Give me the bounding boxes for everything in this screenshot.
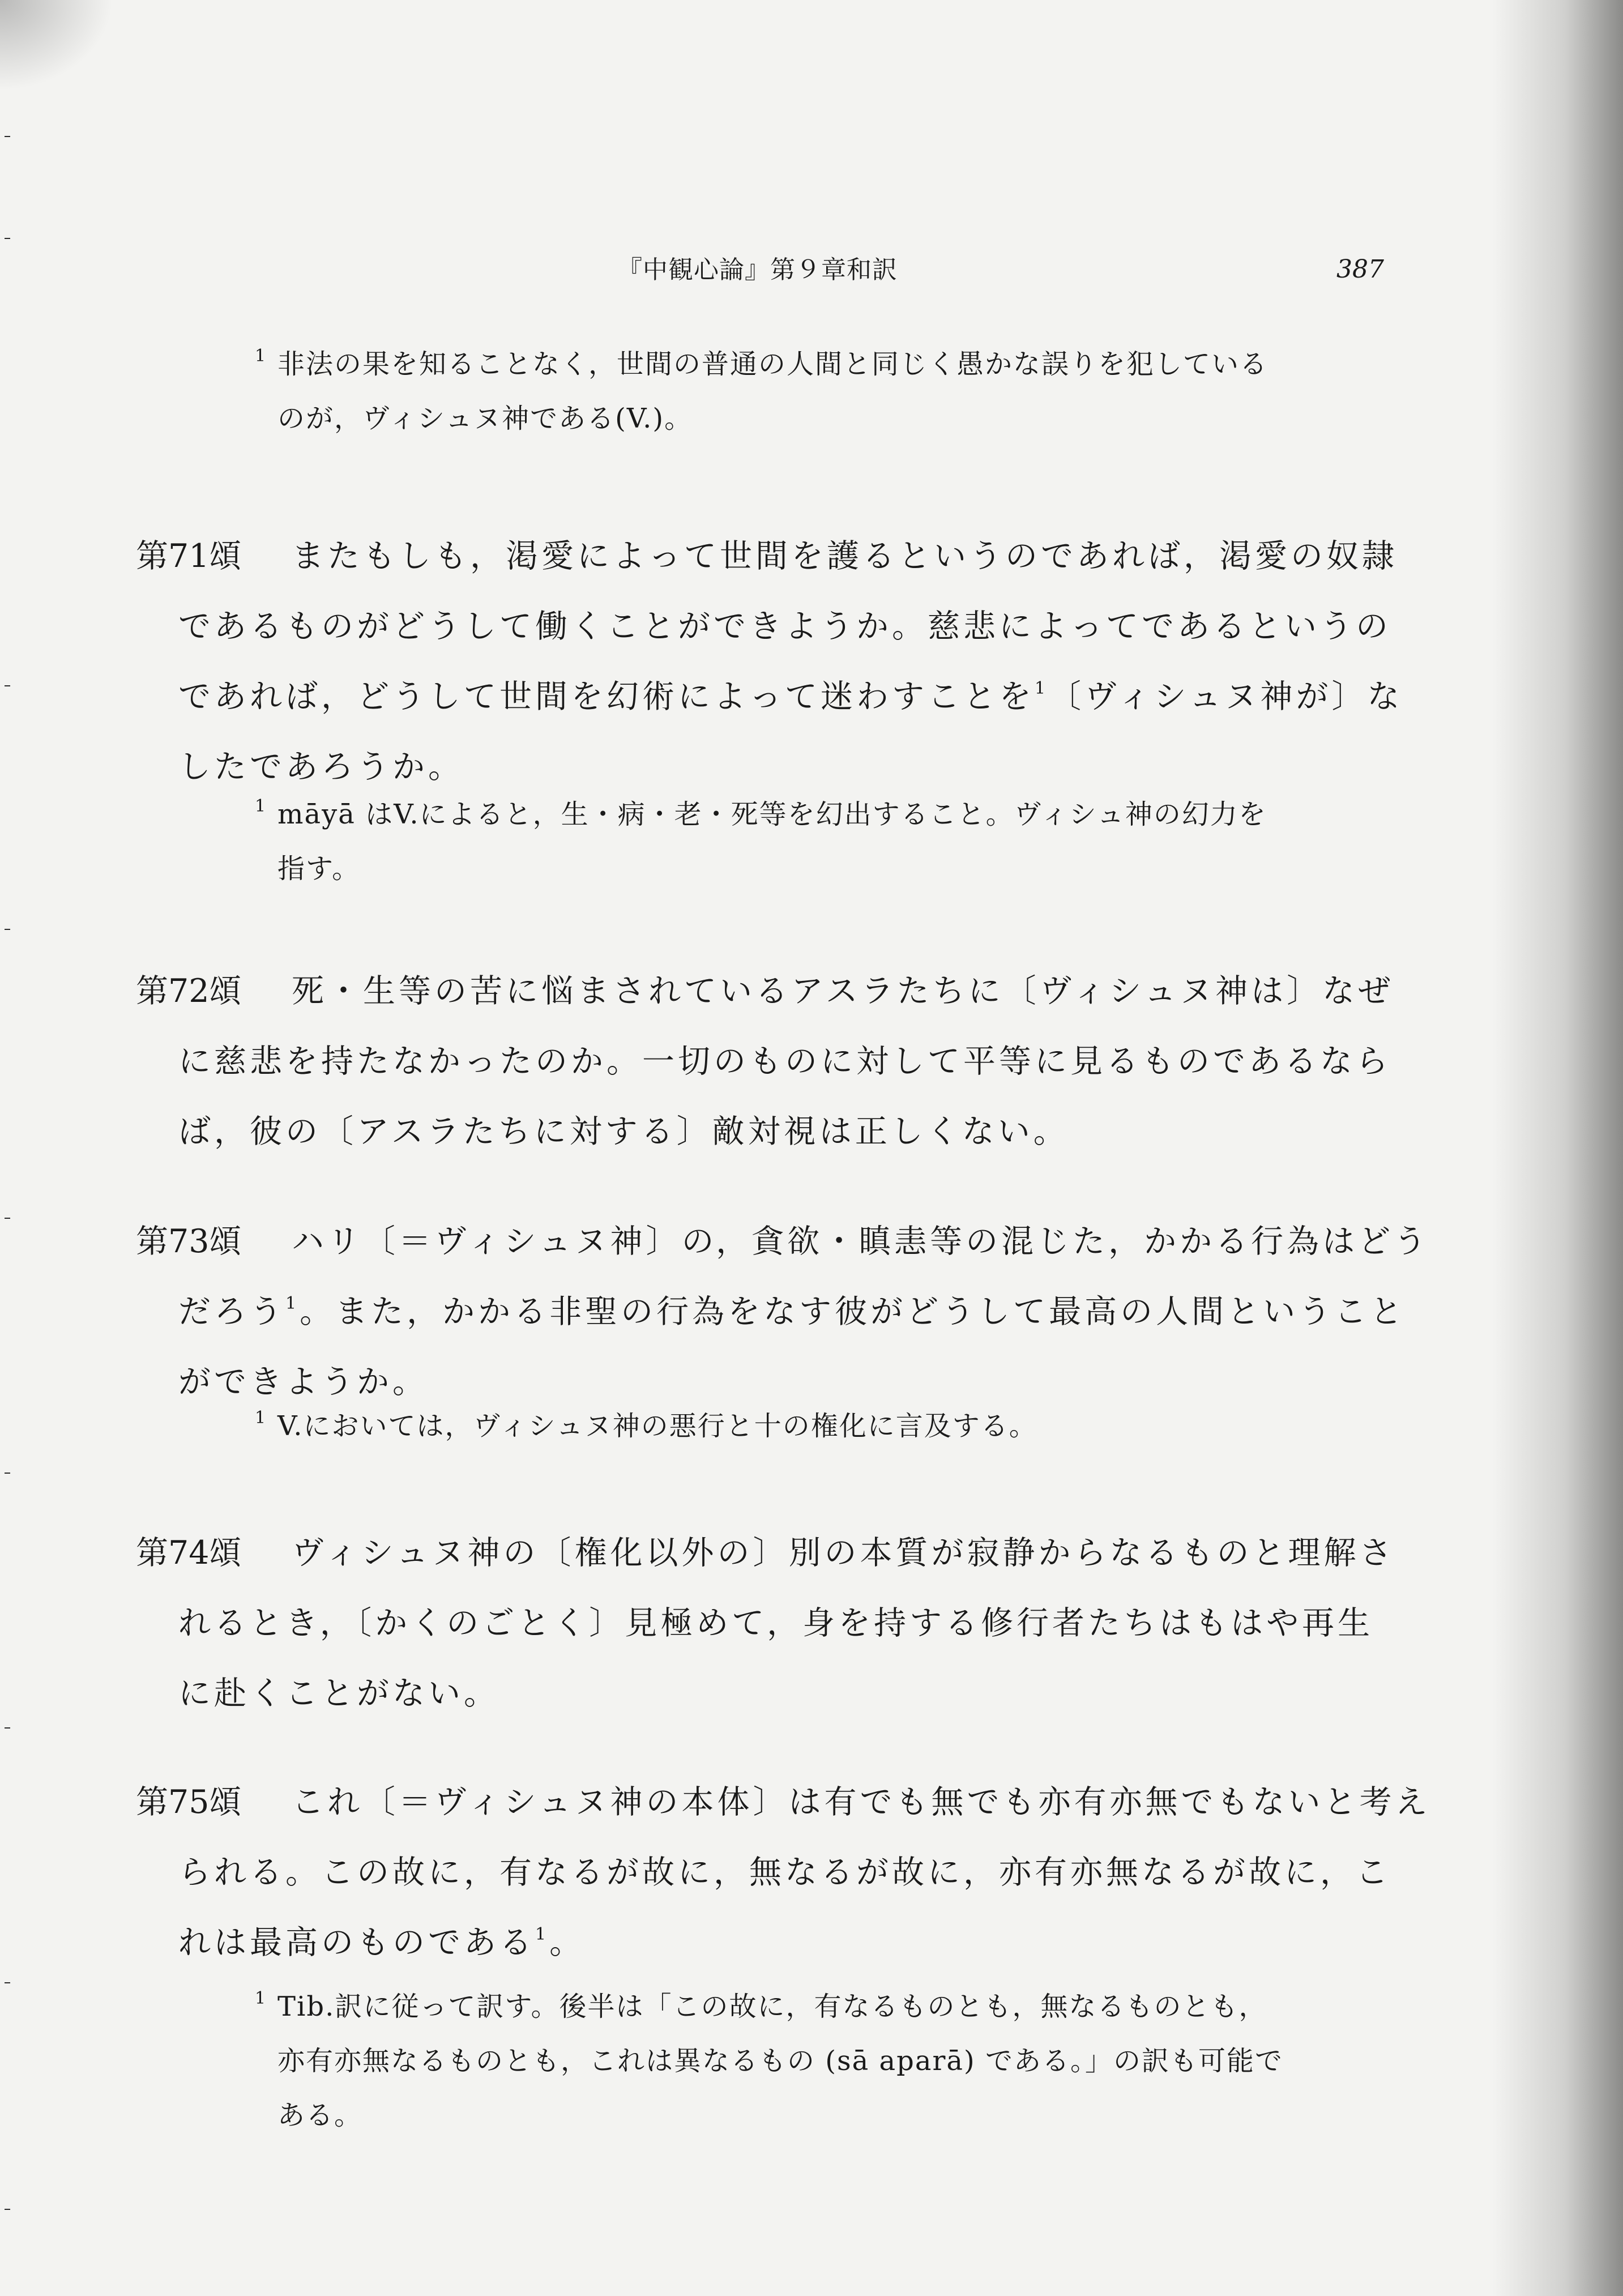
footnote-ref: 1 <box>535 1924 550 1944</box>
footnote-line: 非法の果を知ることなく，世間の普通の人間と同じく愚かな誤りを犯している <box>277 348 1268 380</box>
footnote-line: Tib.訳に従って訳す。後半は「この故に，有なるものとも，無なるものとも， <box>277 1991 1267 2022</box>
verse-line: これ〔＝ヴィシュヌ神の本体〕は有でも無でも亦有亦無でもないと考え <box>292 1783 1431 1821</box>
running-header: 『中観心論』第９章和訳 <box>617 255 898 284</box>
verse-line: ができようか。 <box>178 1363 428 1401</box>
verse-line: ハリ〔＝ヴィシュヌ神〕の，貪欲・瞋恚等の混じた，かかる行為はどう <box>292 1223 1430 1260</box>
scan-speck <box>5 1727 10 1729</box>
verse-line: ヴィシュヌ神の〔権化以外の〕別の本質が寂静からなるものと理解さ <box>292 1534 1395 1572</box>
verse-line: に赴くことがない。 <box>178 1675 499 1712</box>
verse-line: に慈悲を持たなかったのか。一切のものに対して平等に見るものであるなら <box>178 1043 1391 1080</box>
footnote-mark: 1 <box>255 1988 267 2008</box>
footnote <box>255 1979 1284 2143</box>
verse-line: であれば，どうして世間を幻術によって迷わすことを <box>178 678 1035 715</box>
footnote-mark: 1 <box>255 796 267 816</box>
footnote <box>255 337 1268 446</box>
verse-line: 〔ヴィシュヌ神が〕な <box>1049 678 1403 715</box>
scan-edge-shadow <box>1493 0 1623 2296</box>
footnote-line: 指す。 <box>277 853 361 885</box>
footnote-line: ある。 <box>277 2099 363 2131</box>
verse-74 <box>136 1518 1427 1729</box>
footnote-line: māyā はV.によると，生・病・老・死等を幻出すること。ヴィシュ神の幻力を <box>277 799 1267 830</box>
verse-71 <box>136 521 1427 802</box>
verse-line: られる。この故に，有なるが故に，無なるが故に，亦有亦無なるが故に，こ <box>178 1854 1391 1891</box>
verse-75 <box>136 1767 1431 1978</box>
footnote-ref: 1 <box>1035 678 1049 698</box>
verse-number: 第74頌 <box>136 1534 242 1572</box>
scan-speck <box>5 1473 10 1474</box>
verse-line: またもしも，渇愛によって世間を護るというのであれば，渇愛の奴隷 <box>292 537 1398 575</box>
footnote-ref: 1 <box>285 1294 300 1313</box>
verse-line: 。 <box>549 1924 586 1961</box>
footnote-line: のが，ヴィシュヌ神である(V.)。 <box>277 403 693 434</box>
verse-line: ば，彼の〔アスラたちに対する〕敵対視は正しくない。 <box>178 1113 1069 1150</box>
verse-number: 第72頌 <box>136 972 242 1010</box>
footnote <box>255 787 1267 896</box>
footnote-mark: 1 <box>255 346 267 366</box>
footnote <box>255 1399 1037 1453</box>
verse-line: であるものがどうして働くことができようか。慈悲によってであるというの <box>178 608 1391 645</box>
footnote-mark: 1 <box>255 1408 267 1428</box>
page-number: 387 <box>1336 255 1384 284</box>
verse-72 <box>136 956 1427 1167</box>
scan-speck <box>5 1982 10 1983</box>
verse-number: 第71頌 <box>136 537 242 575</box>
verse-line: れるとき，〔かくのごとく〕見極めて，身を持する修行者たちはもはや再生 <box>178 1604 1374 1642</box>
verse-line: れは最高のものである <box>178 1924 535 1961</box>
scan-speck <box>5 2209 10 2210</box>
verse-line: したであろうか。 <box>178 748 464 786</box>
verse-number: 第75頌 <box>136 1783 242 1821</box>
verse-number: 第73頌 <box>136 1223 242 1260</box>
verse-line: だろう <box>178 1293 285 1330</box>
scan-speck <box>5 685 10 686</box>
footnote-line: 亦有亦無なるものとも，これは異なるもの (sā aparā) である。」の訳も可能で <box>277 2045 1284 2077</box>
scan-speck <box>5 136 10 137</box>
scan-speck <box>5 238 10 239</box>
verse-line: 。また，かかる非聖の行為をなす彼がどうして最高の人間ということ <box>300 1293 1406 1330</box>
scan-speck <box>5 929 10 930</box>
verse-line: 死・生等の苦に悩まされているアスラたちに〔ヴィシュヌ神は〕なぜ <box>292 972 1394 1010</box>
scan-speck <box>5 1218 10 1219</box>
verse-73 <box>136 1206 1430 1417</box>
scan-corner-shadow <box>0 0 113 91</box>
footnote-line: V.においては，ヴィシュヌ神の悪行と十の権化に言及する。 <box>277 1410 1037 1442</box>
